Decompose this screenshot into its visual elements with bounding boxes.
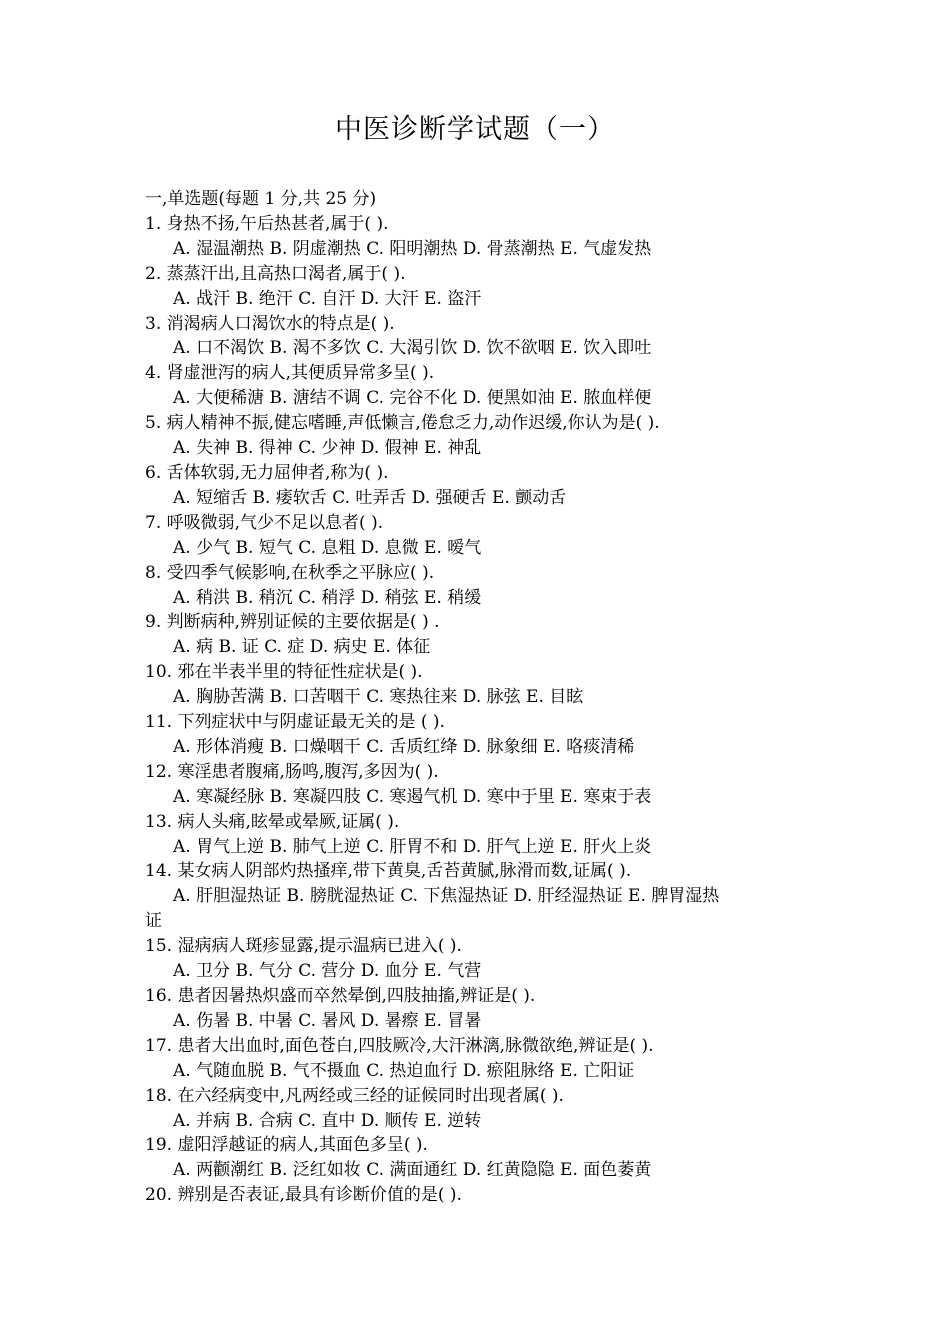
question-stem: 12. 寒淫患者腹痛,肠鸣,腹泻,多因为( ). [145, 761, 439, 782]
question-options: A. 并病 B. 合病 C. 直中 D. 顺传 E. 逆转 [173, 1110, 482, 1131]
question-stem: 13. 病人头痛,眩晕或晕厥,证属( ). [145, 811, 400, 832]
question-stem: 2. 蒸蒸汗出,且高热口渴者,属于( ). [145, 263, 406, 284]
question-list [145, 187, 810, 1208]
question-options: A. 大便稀溏 B. 溏结不调 C. 完谷不化 D. 便黑如油 E. 脓血样便 [173, 388, 652, 409]
question-options: A. 失神 B. 得神 C. 少神 D. 假神 E. 神乱 [173, 438, 482, 459]
question-stem: 10. 邪在半表半里的特征性症状是( ). [145, 662, 423, 683]
question-stem: 3. 消渴病人口渴饮水的特点是( ). [145, 313, 395, 334]
question-options: A. 战汗 B. 绝汗 C. 自汗 D. 大汗 E. 盗汗 [173, 288, 482, 309]
question-stem: 9. 判断病种,辨别证候的主要依据是( ) . [145, 612, 440, 633]
question-stem: 19. 虚阳浮越证的病人,其面色多呈( ). [145, 1135, 428, 1156]
question-options: A. 肝胆湿热证 B. 膀胱湿热证 C. 下焦湿热证 D. 肝经湿热证 E. 脾胃湿热 [173, 886, 720, 907]
question-options: A. 伤暑 B. 中暑 C. 暑风 D. 暑瘵 E. 冒暑 [173, 1010, 482, 1031]
question-options: A. 稍洪 B. 稍沉 C. 稍浮 D. 稍弦 E. 稍缓 [173, 587, 482, 608]
question-stem: 18. 在六经病变中,凡两经或三经的证候同时出现者属( ). [145, 1085, 564, 1106]
question-options: A. 胃气上逆 B. 肺气上逆 C. 肝胃不和 D. 肝气上逆 E. 肝火上炎 [173, 836, 652, 857]
question-options: A. 短缩舌 B. 痿软舌 C. 吐弄舌 D. 强硬舌 E. 颤动舌 [173, 487, 567, 508]
question-stem: 4. 肾虚泄泻的病人,其便质异常多呈( ). [145, 363, 435, 384]
question-stem: 6. 舌体软弱,无力屈伸者,称为( ). [145, 462, 389, 483]
question-stem: 16. 患者因暑热炽盛而卒然晕倒,四肢抽搐,辨证是( ). [145, 986, 536, 1006]
question-options: A. 两颧潮红 B. 泛红如妆 C. 满面通红 D. 红黄隐隐 E. 面色萎黄 [173, 1160, 652, 1181]
question-options: A. 口不渴饮 B. 渴不多饮 C. 大渴引饮 D. 饮不欲咽 E. 饮入即吐 [173, 338, 652, 359]
question-stem: 5. 病人精神不振,健忘嗜睡,声低懒言,倦怠乏力,动作迟缓,你认为是( ). [145, 413, 660, 434]
question-stem: 7. 呼吸微弱,气少不足以息者( ). [145, 512, 384, 533]
question-options: A. 胸胁苦满 B. 口苦咽干 C. 寒热往来 D. 脉弦 E. 目眩 [173, 687, 584, 708]
page-title: 中医诊断学试题（一） [335, 114, 615, 145]
question-stem: 14. 某女病人阴部灼热搔痒,带下黄臭,舌苔黄腻,脉滑而数,证属( ). [145, 861, 632, 882]
question-stem: 20. 辨别是否表证,最具有诊断价值的是( ). [145, 1185, 462, 1206]
question-options: A. 卫分 B. 气分 C. 营分 D. 血分 E. 气营 [173, 961, 482, 982]
question-options: A. 湿温潮热 B. 阴虚潮热 C. 阳明潮热 D. 骨蒸潮热 E. 气虚发热 [173, 238, 652, 259]
section-heading: 一,单选题(每题 1 分,共 25 分) [145, 189, 377, 209]
question-stem: 17. 患者大出血时,面色苍白,四肢厥冷,大汗淋漓,脉微欲绝,辨证是( ). [145, 1035, 654, 1056]
question-stem: 8. 受四季气候影响,在秋季之平脉应( ). [145, 562, 435, 583]
question-options: A. 病 B. 证 C. 症 D. 病史 E. 体征 [173, 637, 431, 658]
question-options: A. 气随血脱 B. 气不摄血 C. 热迫血行 D. 瘀阻脉络 E. 亡阳证 [173, 1060, 635, 1081]
question-stem: 1. 身热不扬,午后热甚者,属于( ). [145, 213, 389, 234]
question-options: A. 寒凝经脉 B. 寒凝四肢 C. 寒遏气机 D. 寒中于里 E. 寒束于表 [173, 786, 652, 807]
question-stem: 11. 下列症状中与阴虚证最无关的是 ( ). [145, 712, 445, 733]
question-options: A. 形体消瘦 B. 口燥咽干 C. 舌质红绛 D. 脉象细 E. 咯痰清稀 [173, 736, 635, 757]
question-options-continuation: 证 [145, 911, 162, 932]
question-options: A. 少气 B. 短气 C. 息粗 D. 息微 E. 嗳气 [173, 537, 482, 558]
question-stem: 15. 湿病病人斑疹显露,提示温病已进入( ). [145, 936, 462, 957]
